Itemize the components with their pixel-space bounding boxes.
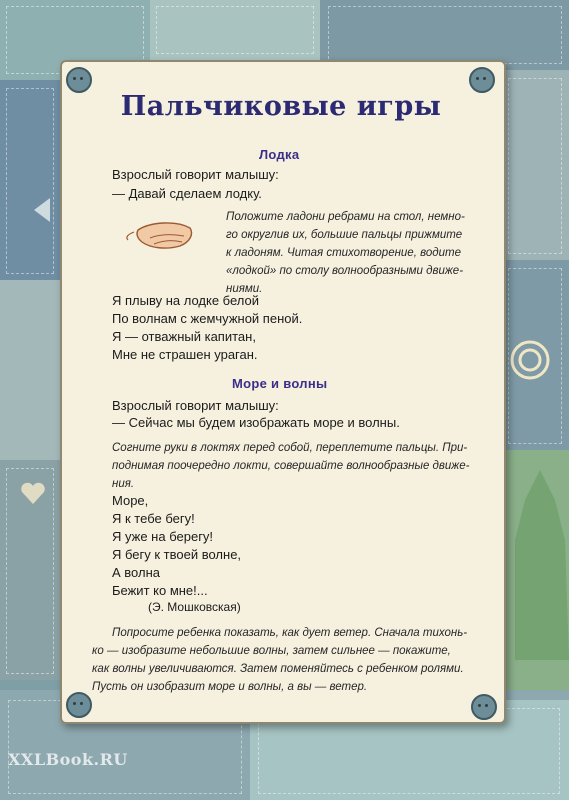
poem-author: (Э. Мошковская) [148, 600, 241, 614]
boat-instruction-4: «лодкой» по столу волнообразными движе- [226, 265, 464, 277]
sea-instruction-2: поднимая поочередно локти, совершайте волнообразные движе- [112, 460, 470, 472]
snail-decoration-icon [505, 335, 555, 385]
sea-outro-4: Пусть он изобразит море и волны, а вы — ветер. [92, 681, 368, 693]
boat-instruction-3: к ладоням. Читая стихотворение, водите [226, 247, 461, 259]
page-title: Пальчиковые игры [120, 91, 442, 122]
sea-poem-line: Я бегу к твоей волне, [112, 547, 242, 562]
sea-poem-line: Я к тебе бегу! [112, 511, 195, 526]
button-icon [66, 692, 92, 718]
button-icon [471, 694, 497, 720]
boat-instruction-1: Положите ладони ребрами на стол, немно- [226, 211, 465, 223]
sea-poem-line: Я уже на берегу! [112, 529, 214, 544]
sea-instruction-3: ния. [112, 478, 135, 490]
boat-poem-line: Я — отважный капитан, [112, 329, 256, 344]
button-icon [469, 67, 495, 93]
boat-heading: Лодка [259, 147, 300, 162]
sea-poem-line: А волна [112, 565, 160, 580]
leaf-decoration-icon [505, 460, 569, 660]
hands-boat-icon [120, 208, 200, 258]
sea-intro-2: — Сейчас мы будем изображать море и волны. [112, 415, 400, 430]
boat-poem-line: По волнам с жемчужной пеной. [112, 311, 303, 326]
sea-instruction-1: Согните руки в локтях перед собой, переплетите пальцы. При- [112, 442, 468, 454]
boat-instruction-5: ниями. [226, 283, 263, 295]
boat-instruction-2: го округлив их, большие пальцы прижмите [226, 229, 463, 241]
sea-intro-1: Взрослый говорит малышу: [112, 398, 279, 413]
sea-outro-2: ко — изобразите небольшие волны, затем сильнее — покажите, [92, 645, 451, 657]
sea-poem-line: Море, [112, 493, 149, 508]
boat-intro-2: — Давай сделаем лодку. [112, 186, 262, 201]
sea-outro-1: Попросите ребенка показать, как дует ветер. Сначала тихонь- [112, 627, 468, 639]
triangle-decoration-icon [30, 195, 54, 225]
sea-outro-3: как волны увеличиваются. Затем поменяйтесь с ребенком ролями. [92, 663, 464, 675]
boat-poem-line: Я плыву на лодке белой [112, 293, 259, 308]
sea-poem-line: Бежит ко мне!... [112, 583, 208, 598]
heart-decoration-icon [18, 480, 48, 506]
button-icon [66, 67, 92, 93]
boat-intro-1: Взрослый говорит малышу: [112, 167, 279, 182]
watermark: XXLBook.RU [8, 750, 128, 769]
sea-heading: Море и волны [232, 376, 328, 391]
boat-poem-line: Мне не страшен ураган. [112, 347, 258, 362]
